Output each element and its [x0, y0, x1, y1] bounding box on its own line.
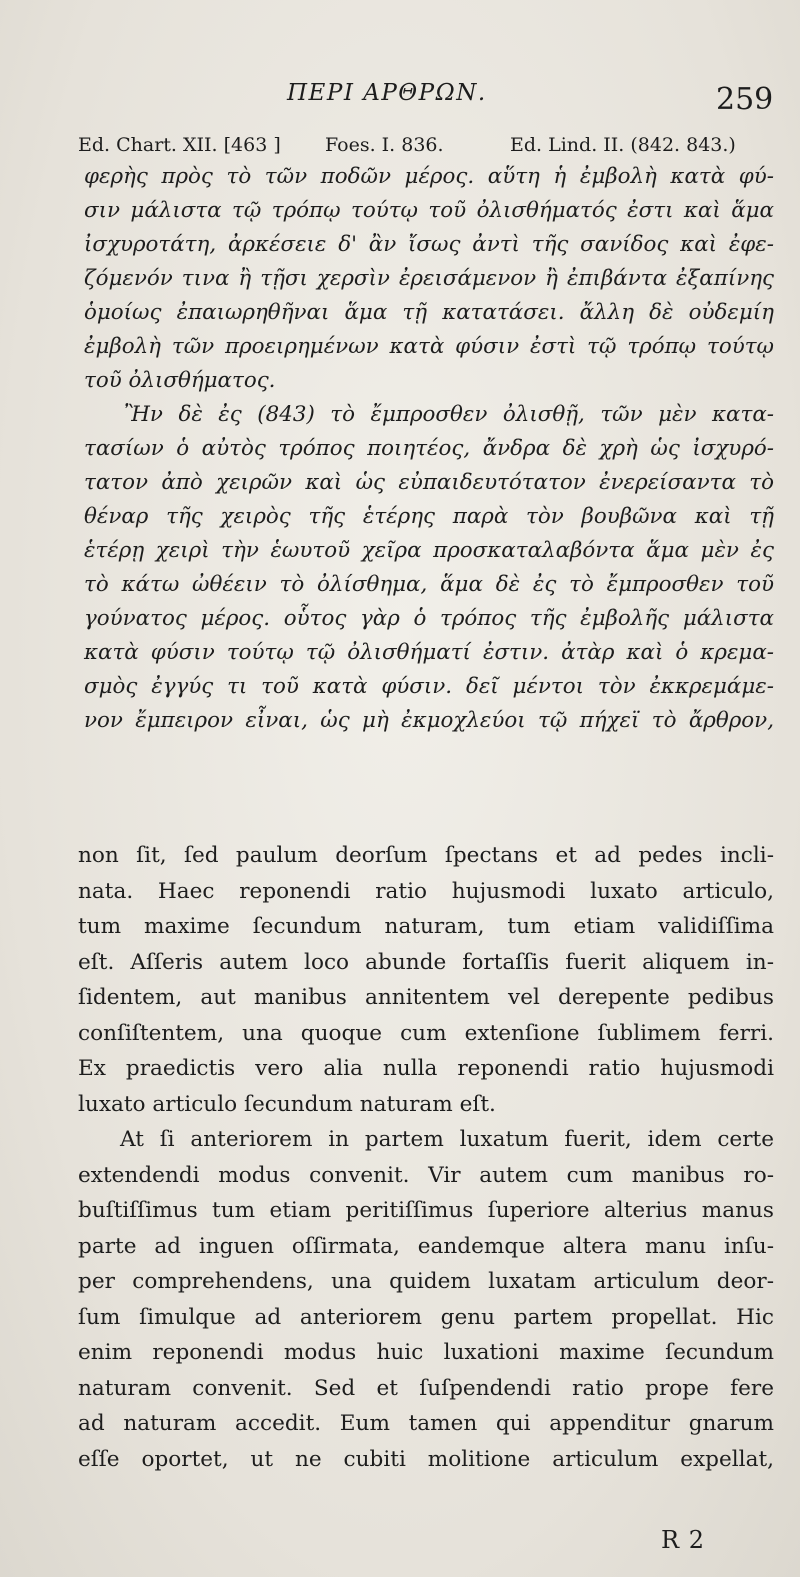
- latin-line: eſt. Aſſeris autem loco abunde fortaſſis fuerit aliquem in-: [78, 949, 774, 975]
- latin-line: eſſe oportet, ut ne cubiti molitione articulum expellat,: [78, 1446, 774, 1472]
- latin-line: enim reponendi modus huic luxationi maxime ſecundum: [78, 1340, 774, 1365]
- latin-line: extendendi modus convenit. Vir autem cum manibus ro-: [78, 1162, 774, 1188]
- greek-line: ὁμοίως ἐπαιωρηθῆναι ἅμα τῇ κατατάσει. ἄλλη δὲ οὐδεμίη: [84, 300, 774, 325]
- latin-line: ſidentem, aut manibus annitentem vel derepente pedibus: [78, 985, 774, 1010]
- page-number: 259: [716, 82, 774, 117]
- latin-line: ſum ſimulque ad anteriorem genu partem propellat. Hic: [78, 1304, 774, 1330]
- greek-line: θέναρ τῆς χειρὸς τῆς ἑτέρης παρὰ τὸν βουβῶνα καὶ τῇ: [84, 504, 774, 529]
- signature-mark: R 2: [661, 1526, 705, 1554]
- greek-line: ἰσχυροτάτη, ἀρκέσειε δ' ἂν ἴσως ἀντὶ τῆς σανίδος καὶ ἐφε-: [84, 232, 774, 257]
- greek-line: σμὸς ἐγγύς τι τοῦ κατὰ φύσιν. δεῖ μέντοι τὸν ἐκκρεμάμε-: [84, 674, 774, 699]
- latin-line: Ex praedictis vero alia nulla reponendi ratio hujusmodi: [78, 1056, 774, 1081]
- greek-line: τοῦ ὀλισθήματος.: [84, 368, 276, 393]
- latin-line: per comprehendens, una quidem luxatam articulum deor-: [78, 1269, 774, 1294]
- latin-text-block: [78, 838, 774, 1477]
- latin-line: ad naturam accedit. Eum tamen qui appenditur gnarum: [78, 1411, 774, 1436]
- latin-line: tum maxime ſecundum naturam, tum etiam validiſſima: [78, 914, 774, 939]
- greek-line: ζόμενόν τινα ἢ τῇσι χερσὶν ἐρεισάμενον ἢ ἐπιβάντα ἐξαπίνης: [84, 266, 774, 291]
- greek-line: τὸ κάτω ὠθέειν τὸ ὀλίσθημα, ἅμα δὲ ἐς τὸ ἔμπροσθεν τοῦ: [84, 572, 774, 597]
- greek-line: τασίων ὁ αὐτὸς τρόπος ποιητέος, ἄνδρα δὲ χρὴ ὡς ἰσχυρό-: [84, 436, 774, 461]
- edition-lind-ref: Ed. Lind. II. (842. 843.): [510, 134, 736, 156]
- latin-line: non ſit, ſed paulum deorſum ſpectans et ad pedes incli-: [78, 843, 774, 868]
- greek-line: γούνατος μέρος. οὗτος γὰρ ὁ τρόπος τῆς ἐμβολῆς μάλιστα: [84, 606, 774, 631]
- greek-line: σιν μάλιστα τῷ τρόπῳ τούτῳ τοῦ ὀλισθήματός ἐστι καὶ ἅμα: [84, 198, 774, 223]
- latin-line: parte ad inguen oſſirmata, eandemque altera manu inſu-: [78, 1233, 774, 1259]
- greek-line: τατον ἀπὸ χειρῶν καὶ ὡς εὐπαιδευτότατον ἐνερείσαντα τὸ: [84, 470, 774, 495]
- greek-text-block: [84, 160, 774, 738]
- greek-line: ἐμβολὴ τῶν προειρημένων κατὰ φύσιν ἐστὶ τῷ τρόπῳ τούτῳ: [84, 334, 774, 359]
- edition-foes-ref: Foes. I. 836.: [325, 134, 444, 156]
- greek-line: φερὴς πρὸς τὸ τῶν ποδῶν μέρος. αὕτη ἡ ἐμβολὴ κατὰ φύ-: [84, 164, 774, 189]
- running-title: ΠΕΡΙ ΑΡΘΡΩΝ.: [287, 80, 487, 106]
- latin-line: nata. Haec reponendi ratio hujusmodi luxato articulo,: [78, 878, 774, 904]
- edition-chart-ref: Ed. Chart. XII. [463 ]: [78, 134, 281, 156]
- latin-line: luxato articulo ſecundum naturam eſt.: [78, 1091, 496, 1117]
- latin-line: naturam convenit. Sed et ſuſpendendi ratio prope fere: [78, 1375, 774, 1401]
- greek-line: κατὰ φύσιν τούτῳ τῷ ὀλισθήματί ἐστιν. ἀτὰρ καὶ ὁ κρεμα-: [84, 640, 774, 665]
- greek-line: Ἢν δὲ ἐς (843) τὸ ἔμπροσθεν ὀλισθῇ, τῶν μὲν κατα-: [124, 402, 774, 427]
- greek-line: νον ἔμπειρον εἶναι, ὡς μὴ ἐκμοχλεύοι τῷ πήχεϊ τὸ ἄρθρον,: [84, 708, 774, 733]
- latin-line: At ſi anteriorem in partem luxatum fuerit, idem certe: [120, 1127, 774, 1152]
- greek-line: ἑτέρῃ χειρὶ τὴν ἑωυτοῦ χεῖρα προσκαταλαβόντα ἅμα μὲν ἐς: [84, 538, 774, 563]
- latin-line: conſiſtentem, una quoque cum extenſione ſublimem ferri.: [78, 1020, 774, 1046]
- latin-line: buſtiſſimus tum etiam peritiſſimus ſuperiore alterius manus: [78, 1198, 774, 1223]
